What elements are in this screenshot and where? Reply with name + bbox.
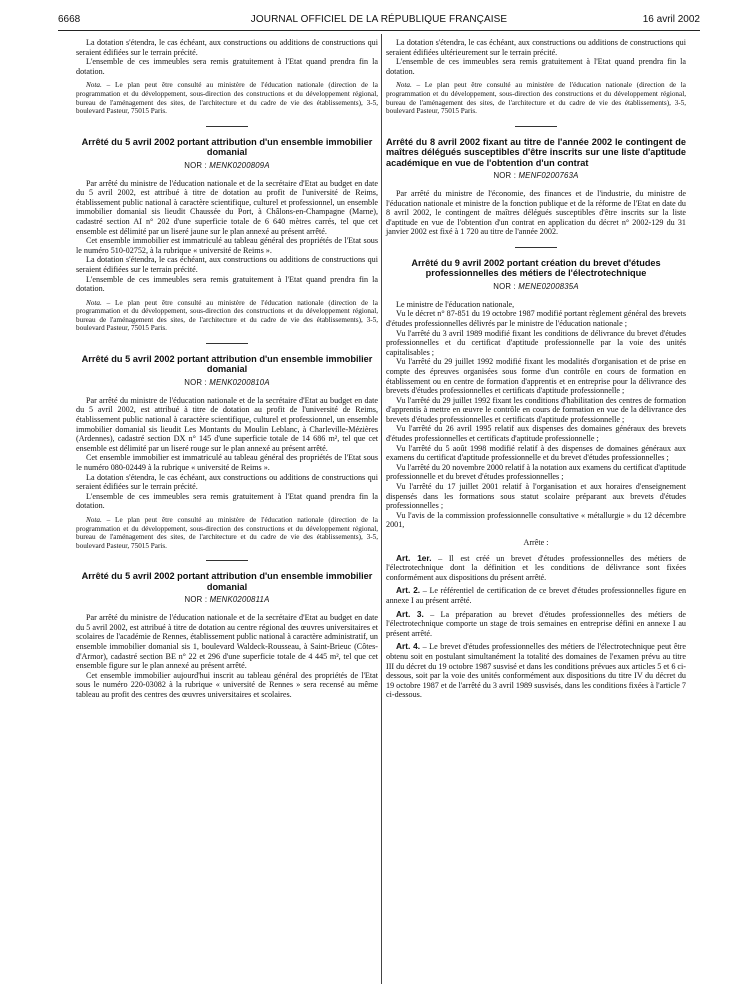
paragraph: Par arrêté du ministre de l'éducation nationale et de la secrétaire d'Etat au budget en date du 5 avril 2002, est attribué à titre de dotation au profit de l'université de Reims, établissement public national à caractère scientifique, culturel et professionnel, un ensemble immobilier domanial sis lieudit Les Montants du Moulin Leblanc, à Charleville-Mézières (Ardennes), cadastré section DX n° 145 d'une superficie totale de 14 686 m², tel que cet ensemble est délimité par un liseré rouge sur le plan annexé au présent arrêté. <box>76 395 378 453</box>
paragraph: Cet ensemble immobilier aujourd'hui inscrit au tableau général des propriétés de l'Etat sous le numéro 220-03082 à la rubrique « université de Rennes » sera recensé au même tableau au profit des centres des œuvres universitaires et scolaires. <box>76 670 378 699</box>
paragraph: Vu l'arrêté du 20 novembre 2000 relatif à la notation aux examens du certificat d'aptitude professionnelle et du brevet d'études professionnelles ; <box>386 462 686 482</box>
nor-code: MENE0200835A <box>518 281 579 291</box>
nor-reference <box>386 282 686 291</box>
article-text: – Le référentiel de certification de ce brevet d'études professionnelles figure en annexe I au présent arrêté. <box>386 586 687 605</box>
nota-text: – Le plan peut être consulté au ministère de l'éducation nationale (direction de la programmation et du développement, sous-direction des constructions et du développement régional, bureau de l'aménagement des sites, de l'architecture et du cadre de vie des établissements), 3-5, boulevard Pasteur, 75015 Paris. <box>76 298 378 333</box>
paragraph: Le ministre de l'éducation nationale, <box>396 299 515 309</box>
page-header <box>58 14 700 28</box>
article-text: – Le brevet d'études professionnelles des métiers de l'électrotechnique peut être obtenu soit en postulant simultanément la totalité des domaines de l'examen prévu au titre III du décret du 19 octobre 1987 susvisé et dans les conditions prévues aux articles 5 et 6 ci-dessous, soit par la voie des unités conformément aux dispositions du titre IV du décret du 19 octobre 1987 et de l'arrêté du 3 avril 1989 susvisés, dans les conditions fixées à l'article 7 ci-dessous. <box>386 642 686 700</box>
nota-text: – Le plan peut être consulté au ministère de l'éducation nationale (direction de la programmation et du développement, sous-direction des constructions et du développement régional, bureau de l'aménagement des sites, de l'architecture et du cadre de vie des établissements), 3-5, boulevard Pasteur, 75015 Paris. <box>76 516 378 550</box>
nor-reference <box>76 378 378 387</box>
arrete-heading: Arrête : <box>523 538 549 547</box>
decree-title: Arrêté du 5 avril 2002 portant attribution d'un ensemble immobilier domanial <box>81 354 373 375</box>
paragraph: Vu l'arrêté du 26 avril 1995 relatif aux dispenses des domaines généraux des brevets d'études professionnelles et certificats d'aptitude professionnelle ; <box>386 424 686 444</box>
separator <box>206 343 248 344</box>
nor-code: MENF0200763A <box>518 170 579 180</box>
nota-label: Nota. <box>86 81 102 90</box>
nota-label: Nota. <box>86 298 102 307</box>
nota <box>386 81 686 115</box>
paragraph: Vu le décret n° 87-851 du 19 octobre 1987 modifié portant règlement général des brevets d'études professionnelles délivrés par le ministre de l'éducation nationale ; <box>386 309 686 328</box>
decree-title: Arrêté du 5 avril 2002 portant attribution d'un ensemble immobilier domanial <box>81 136 373 158</box>
nor-reference <box>76 161 378 170</box>
nor-label: NOR : <box>493 281 519 291</box>
separator <box>515 126 557 127</box>
nota <box>76 516 378 550</box>
separator <box>206 126 248 127</box>
article-label: Art. 4. <box>396 641 421 652</box>
paragraph: Vu l'arrêté du 3 avril 1989 modifié fixant les conditions de délivrance du brevet d'études professionnelles et du certificat d'aptitude professionnelle par la voie des unités capitalisables ; <box>386 328 686 357</box>
paragraph: Cet ensemble immobilier est immatriculé au tableau général des propriétés de l'Etat sous le numéro 510-02752, à la rubrique « université de Reims ». <box>76 236 378 255</box>
separator <box>206 560 248 561</box>
nor-reference <box>76 595 378 604</box>
nota <box>76 81 378 115</box>
nor-label: NOR : <box>184 160 210 170</box>
paragraph: La dotation s'étendra, le cas échéant, aux constructions ou additions de constructions qui seraient édifiées ultérieurement sur le terrain précité. <box>386 38 686 57</box>
right-column <box>386 38 686 700</box>
article <box>386 642 686 700</box>
column-divider <box>381 34 382 984</box>
paragraph: La dotation s'étendra, le cas échéant, aux constructions ou additions de constructions qui seraient édifiées sur le terrain précité. <box>76 472 378 492</box>
nor-label: NOR : <box>184 595 210 605</box>
decree-title: Arrêté du 9 avril 2002 portant création du brevet d'études professionnelles des métiers de l'électrotechnique <box>411 257 661 279</box>
nor-code: MENK0200809A <box>209 160 270 170</box>
paragraph: Par arrêté du ministre de l'éducation nationale et de la secrétaire d'Etat au budget en date du 5 avril 2002, est attribué à titre de dotation au centre régional des œuvres universitaires et scolaires de l'académie de Rennes, établissement public national à caractère administratif, un ensemble immobilier domanial sis 1, boulevard Waldeck-Rousseau, à Saint-Brieuc (Côtes-d'Armor), cadastré section BE n° 22 et 296 d'une superficie totale de 4 445 m², tel que cet ensemble figure sur le plan annexé au présent arrêté. <box>76 613 378 671</box>
decree-title: Arrêté du 5 avril 2002 portant attribution d'un ensemble immobilier domanial <box>81 571 373 592</box>
decree-title: Arrêté du 8 avril 2002 fixant au titre de l'année 2002 le contingent de maîtres délégués susceptibles d'être inscrits sur une liste d'aptitude académique en vue de l'obtention d'un contrat <box>386 136 686 168</box>
nota <box>76 299 378 333</box>
nota-text: – Le plan peut être consulté au ministère de l'éducation nationale (direction de la programmation et du développement, sous-direction des constructions et du développement régional, bureau de l'aménagement des sites, de l'architecture et du cadre de vie des établissements), 3-5, boulevard Pasteur, 75015 Paris. <box>76 81 378 116</box>
nota-label: Nota. <box>396 81 412 90</box>
left-column <box>76 38 378 700</box>
nor-code: MENK0200811A <box>209 595 270 605</box>
page-number: 6668 <box>58 14 81 25</box>
paragraph: Vu l'arrêté du 29 juillet 1992 fixant les conditions d'habilitation des centres de formation d'apprentis à mettre en œuvre le contrôle en cours de formation en vue de la délivrance des brevets d'études professionnelles et certificats d'aptitude professionnelle ; <box>386 395 686 424</box>
article-label: Art. 2. <box>396 585 421 596</box>
paragraph: Vu l'arrêté du 29 juillet 1992 modifié fixant les modalités d'organisation et de prise en compte des épreuves organisées sous forme d'un contrôle en cours de formation en établissement ou en centre de formation d'apprentis et en entreprise pour la délivrance des brevets d'études professionnelles et certificats d'aptitude professionnelle ; <box>386 357 686 396</box>
nota-label: Nota. <box>86 516 102 524</box>
nota-text: – Le plan peut être consulté au ministère de l'éducation nationale (direction de la programmation et du développement, sous-direction des constructions et du développement régional, bureau de l'aménagement des sites, de l'architecture et du cadre de vie des établissements), 3-5, boulevard Pasteur, 75015 Paris. <box>386 81 686 116</box>
article-label: Art. 3. <box>396 608 424 619</box>
paragraph: Cet ensemble immobilier est immatriculé au tableau général des propriétés de l'Etat sous le numéro 080-02449 à la rubrique « université de Reims ». <box>76 453 378 473</box>
paragraph: Par arrêté du ministre de l'économie, des finances et de l'industrie, du ministre de l'éducation nationale et ministre de la fonction publique et de la réforme de l'Etat en date du 8 avril 2002, le contingent de maîtres délégués susceptibles d'être inscrits sur la liste d'aptitude en vue de l'obtention d'un contrat en application du décret n° 2002-129 du 31 janvier 2002 est fixé à 1 720 au titre de l'année 2002. <box>386 188 686 237</box>
nor-code: MENK0200810A <box>209 377 270 387</box>
paragraph: Vu l'arrêté du 5 août 1998 modifié relatif à des dispenses de domaines généraux aux examens du certificat d'aptitude professionnelle et du brevet d'études professionnelles ; <box>386 443 686 463</box>
paragraph: L'ensemble de ces immeubles sera remis gratuitement à l'Etat quand prendra fin la dotation. <box>76 57 378 76</box>
header-rule <box>58 30 700 31</box>
separator <box>515 247 557 248</box>
article-text: – Il est créé un brevet d'études professionnelles des métiers de l'électrotechnique dont la définition et les conditions de délivrance sont fixées conformément aux dispositions du présent arrêté. <box>386 553 687 582</box>
paragraph: L'ensemble de ces immeubles sera remis gratuitement à l'Etat quand prendra fin la dotation. <box>76 274 378 294</box>
article-label: Art. 1er. <box>396 552 432 563</box>
article-text: – La préparation au brevet d'études professionnelles des métiers de l'électrotechnique comporte un stage de trois semaines en entreprise défini en annexe I au présent arrêté. <box>386 609 686 638</box>
paragraph: L'ensemble de ces immeubles sera remis gratuitement à l'Etat quand prendra fin la dotation. <box>76 491 378 511</box>
article <box>386 610 686 639</box>
article <box>386 554 686 583</box>
paragraph: Par arrêté du ministre de l'éducation nationale et de la secrétaire d'Etat au budget en date du 5 avril 2002, est attribué à titre de dotation au profit de l'université de Reims, établissement public national à caractère scientifique, culturel et professionnel, un ensemble immobilier domanial sis lieudit Chaussée du Port, à Châlons-en-Champagne (Marne), cadastré section AI n° 202 d'une superficie totale de 6 640 mètres carrés, tel que cet ensemble est délimité par un liseré jaune sur le plan annexé au présent arrêté. <box>76 178 378 236</box>
nor-label: NOR : <box>184 377 210 387</box>
paragraph: La dotation s'étendra, le cas échéant, aux constructions ou additions de constructions qui seraient édifiées sur le terrain précité. <box>76 255 378 274</box>
article <box>386 586 686 605</box>
nor-label: NOR : <box>493 170 519 180</box>
paragraph: L'ensemble de ces immeubles sera remis gratuitement à l'Etat quand prendra fin la dotation. <box>386 57 686 76</box>
paragraph: La dotation s'étendra, le cas échéant, aux constructions ou additions de constructions qui seraient édifiées sur le terrain précité. <box>76 38 378 57</box>
paragraph: Vu l'arrêté du 17 juillet 2001 relatif à l'organisation et aux horaires d'enseignement dispensés dans les formations sous statut scolaire préparant aux brevets d'études professionnelles ; <box>386 482 686 511</box>
journal-title: JOURNAL OFFICIEL DE LA RÉPUBLIQUE FRANÇAISE <box>250 14 508 25</box>
nor-reference <box>386 171 686 180</box>
issue-date: 16 avril 2002 <box>642 14 700 25</box>
paragraph: Vu l'avis de la commission professionnelle consultative « métallurgie » du 12 décembre 2001, <box>386 510 686 530</box>
